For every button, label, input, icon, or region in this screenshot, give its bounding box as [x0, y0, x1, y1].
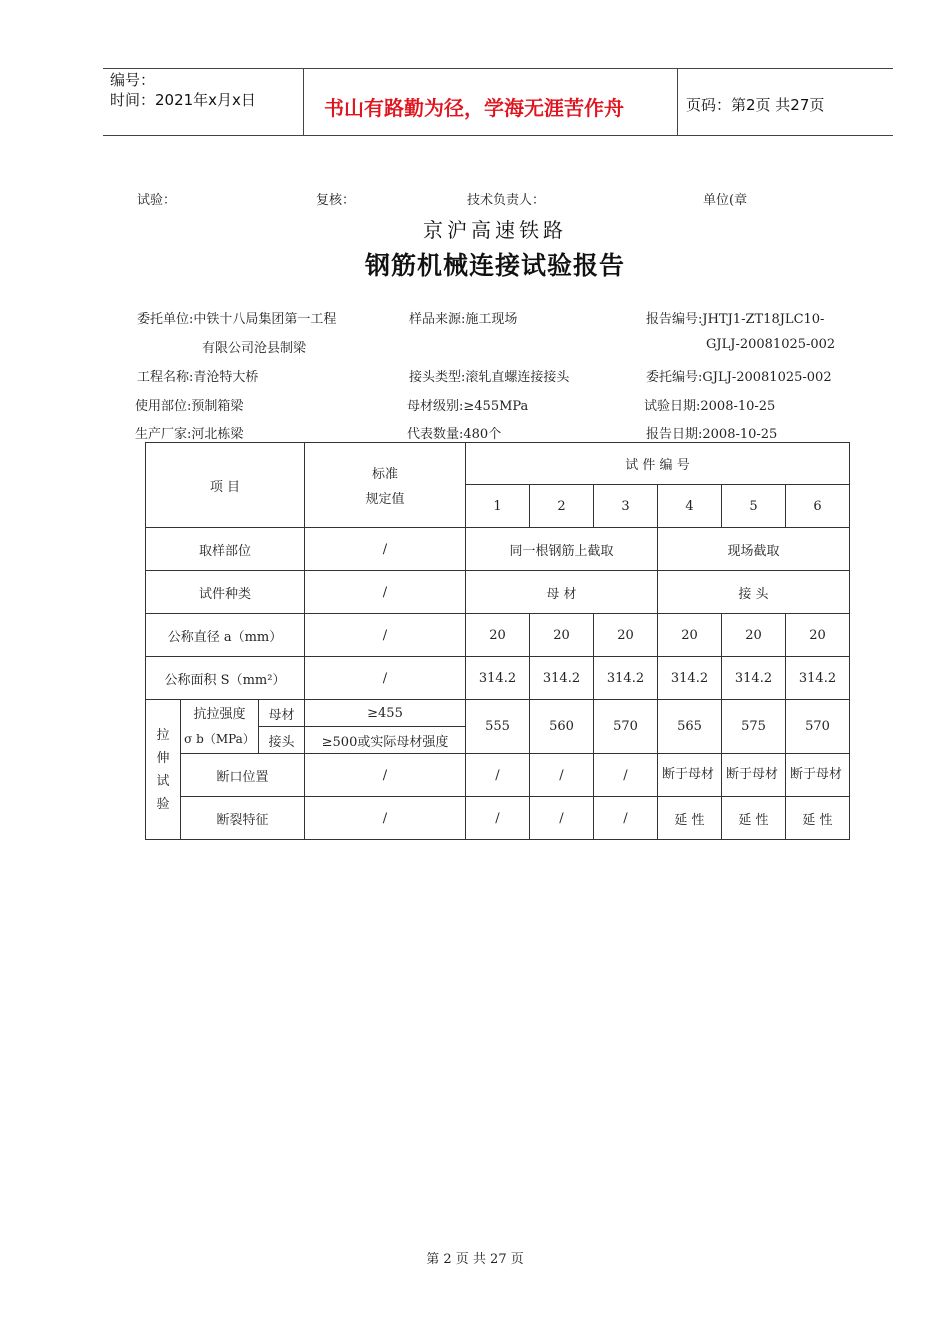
info-report-date: 报告日期:2008-10-25: [646, 427, 778, 442]
std-value: /: [305, 614, 466, 657]
page-title: 钢筋机械连接试验报告: [364, 251, 625, 280]
fracture-text: 断于母材: [662, 767, 715, 782]
cell-value: 565: [658, 700, 722, 754]
specimen-no: 6: [786, 485, 850, 528]
base-label: 母材: [259, 700, 305, 727]
info-quantity: 代表数量:480个: [407, 427, 502, 442]
cell-value: 570: [786, 700, 850, 754]
cell-value: 延 性: [786, 797, 850, 840]
code-label: 编号：: [110, 71, 156, 89]
row-label-type: 试件种类: [146, 571, 305, 614]
header-divider-left: [303, 69, 304, 136]
page-label: 页码：第2页 共27页: [686, 96, 825, 114]
sampling-group-a: 同一根钢筋上截取: [466, 528, 658, 571]
cell-value: [658, 754, 722, 797]
cell-value: [722, 754, 786, 797]
cell-value: 575: [722, 700, 786, 754]
cell-value: /: [594, 797, 658, 840]
time-label: 时间：2021年x月x日: [110, 91, 256, 109]
table-row: [146, 657, 850, 700]
fracture-text: 断于母材: [726, 767, 779, 782]
table-row: [146, 528, 850, 571]
info-location: 使用部位:预制箱梁: [135, 399, 244, 414]
specimen-no: 5: [722, 485, 786, 528]
table-row: [146, 571, 850, 614]
item-header: 项 目: [146, 443, 305, 528]
tensile-group-text: 拉伸试验: [156, 727, 170, 812]
cell-value: 314.2: [658, 657, 722, 700]
info-report-no-1: 报告编号:JHTJ1-ZT18JLC10-: [646, 312, 825, 327]
strength-label: [181, 700, 259, 754]
sign-tech-lead: 技术负责人：: [467, 193, 546, 208]
std-value: /: [305, 797, 466, 840]
specimen-no: 3: [594, 485, 658, 528]
std-value: /: [305, 571, 466, 614]
test-report-table: [145, 442, 850, 840]
cell-value: /: [594, 754, 658, 797]
cell-value: 314.2: [786, 657, 850, 700]
cell-value: 560: [530, 700, 594, 754]
cell-value: 20: [594, 614, 658, 657]
info-client-1: 委托单位:中铁十八局集团第一工程: [137, 312, 337, 327]
page-footer: 第 2 页 共 27 页: [426, 1252, 524, 1267]
cell-value: 20: [530, 614, 594, 657]
sign-unit: 单位(章: [703, 193, 748, 208]
specimen-no: 4: [658, 485, 722, 528]
cell-value: 延 性: [658, 797, 722, 840]
standard-header-line-2: 规定值: [365, 492, 405, 507]
cell-value: 314.2: [722, 657, 786, 700]
cell-value: 314.2: [530, 657, 594, 700]
cell-value: 延 性: [722, 797, 786, 840]
cell-value: 20: [658, 614, 722, 657]
info-test-date: 试验日期:2008-10-25: [644, 399, 776, 414]
row-label-fracture-character: 断裂特征: [181, 797, 305, 840]
joint-label: 接头: [259, 727, 305, 754]
cell-value: /: [530, 754, 594, 797]
specimen-no: 1: [466, 485, 530, 528]
std-value: /: [305, 528, 466, 571]
std-value: /: [305, 754, 466, 797]
table-row: [146, 614, 850, 657]
joint-std: ≥500或实际母材强度: [305, 727, 466, 754]
info-client-2: 有限公司沧县制梁: [202, 341, 307, 356]
info-sample-source: 样品来源:施工现场: [409, 312, 518, 327]
base-std: ≥455: [305, 700, 466, 727]
table-row: [146, 797, 850, 840]
info-project: 工程名称:青沧特大桥: [137, 370, 259, 385]
specimen-no: 2: [530, 485, 594, 528]
cell-value: 314.2: [466, 657, 530, 700]
specimen-header: 试 件 编 号: [466, 443, 850, 485]
standard-header: [305, 443, 466, 528]
info-commission-no: 委托编号:GJLJ-20081025-002: [646, 370, 832, 385]
title-line-1: 京沪高速铁路: [423, 218, 567, 242]
type-group-a: 母 材: [466, 571, 658, 614]
cell-value: 20: [722, 614, 786, 657]
info-maker: 生产厂家:河北栋梁: [135, 427, 244, 442]
info-report-no-2: GJLJ-20081025-002: [706, 337, 836, 352]
row-label-area: 公称面积 S（mm²）: [146, 657, 305, 700]
sign-reviewer: 复核：: [316, 193, 356, 208]
cell-value: 555: [466, 700, 530, 754]
table-header-row: [146, 443, 850, 485]
cell-value: 570: [594, 700, 658, 754]
row-label-fracture-position: 断口位置: [181, 754, 305, 797]
cell-value: 20: [466, 614, 530, 657]
type-group-b: 接 头: [658, 571, 850, 614]
strength-label-line-2: σ b（MPa）: [184, 731, 255, 746]
cell-value: 314.2: [594, 657, 658, 700]
table-row: [146, 754, 850, 797]
header-bottom-rule: [103, 135, 893, 136]
cell-value: /: [466, 797, 530, 840]
fracture-text: 断于母材: [790, 767, 843, 782]
table-row: [146, 700, 850, 727]
standard-header-line-1: 标准: [371, 467, 398, 482]
row-label-sampling: 取样部位: [146, 528, 305, 571]
cell-value: /: [466, 754, 530, 797]
std-value: /: [305, 657, 466, 700]
header-top-rule: [103, 68, 893, 69]
sign-tester: 试验：: [137, 193, 177, 208]
strength-label-line-1: 抗拉强度: [193, 706, 246, 722]
row-label-diameter: 公称直径 a（mm）: [146, 614, 305, 657]
cell-value: /: [530, 797, 594, 840]
info-grade: 母材级别:≥455MPa: [407, 399, 529, 414]
info-joint-type: 接头类型:滚轧直螺连接接头: [409, 370, 570, 385]
motto: 书山有路勤为径，学海无涯苦作舟: [324, 96, 624, 120]
tensile-group-label: [146, 700, 181, 840]
sampling-group-b: 现场截取: [658, 528, 850, 571]
cell-value: 20: [786, 614, 850, 657]
header-divider-right: [677, 69, 678, 136]
cell-value: [786, 754, 850, 797]
